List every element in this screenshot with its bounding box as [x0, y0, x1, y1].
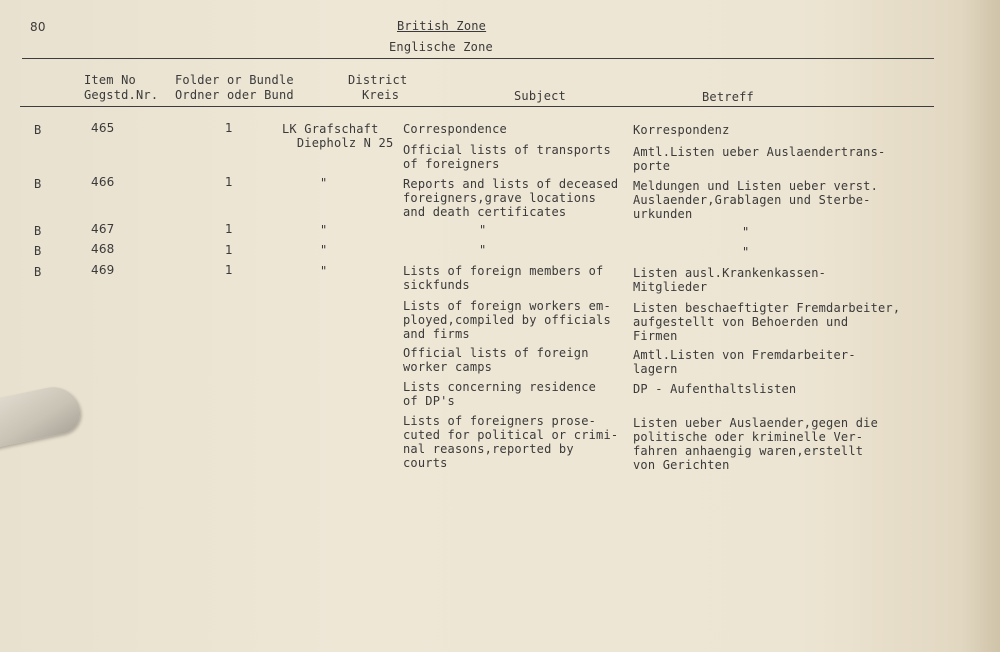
row-item-number: 468	[91, 242, 115, 256]
betreff-entry: Meldungen und Listen ueber verst. Auslaender,Grablagen und Sterbe- urkunden	[633, 179, 879, 221]
betreff-entry: DP - Aufenthaltslisten	[633, 382, 797, 396]
row-item-number: 467	[91, 222, 115, 236]
subject-entry: Lists of foreign members of sickfunds	[403, 264, 604, 292]
paper-clip	[0, 382, 84, 450]
page-number: 80	[30, 20, 46, 34]
subject-entry: Lists of foreigners prose- cuted for political or crimi- nal reasons,reported by courts	[403, 414, 619, 470]
row-folder-count: 1	[225, 175, 233, 189]
row-district: "	[320, 223, 328, 237]
betreff-entry: "	[742, 245, 750, 259]
subject-entry: Correspondence	[403, 122, 507, 136]
zone-subtitle: Englische Zone	[389, 40, 493, 54]
subject-entry: Reports and lists of deceased foreigners,grave locations and death certificates	[403, 177, 619, 219]
col-folder-en: Folder or Bundle	[175, 73, 294, 87]
row-letter: B	[34, 265, 42, 279]
row-letter: B	[34, 177, 42, 191]
col-folder-de: Ordner oder Bund	[175, 88, 294, 102]
row-folder-count: 1	[225, 243, 233, 257]
col-district-en: District	[348, 73, 408, 87]
row-folder-count: 1	[225, 222, 233, 236]
betreff-entry: Listen ueber Auslaender,gegen die politische oder kriminelle Ver- fahren anhaengig waren,erstellt von Gerichten	[633, 416, 879, 472]
subject-entry: Official lists of transports of foreigners	[403, 143, 611, 171]
subject-entry: Official lists of foreign worker camps	[403, 346, 589, 374]
betreff-entry: Amtl.Listen ueber Auslaendertrans- porte	[633, 145, 886, 173]
row-item-number: 465	[91, 121, 115, 135]
row-district: "	[320, 243, 328, 257]
row-district: "	[320, 176, 328, 190]
betreff-entry: Listen ausl.Krankenkassen- Mitglieder	[633, 266, 827, 294]
row-letter: B	[34, 244, 42, 258]
betreff-entry: Amtl.Listen von Fremdarbeiter- lagern	[633, 348, 856, 376]
subject-entry: Lists of foreign workers em- ployed,compiled by officials and firms	[403, 299, 611, 341]
row-district: LK Grafschaft Diepholz N 25	[282, 122, 394, 150]
header-bottom-rule	[20, 106, 934, 107]
col-item-en: Item No	[84, 73, 136, 87]
row-letter: B	[34, 123, 42, 137]
row-folder-count: 1	[225, 121, 233, 135]
betreff-entry: "	[742, 225, 750, 239]
subject-entry: "	[479, 223, 487, 237]
row-item-number: 469	[91, 263, 115, 277]
row-item-number: 466	[91, 175, 115, 189]
col-subject: Subject	[514, 89, 566, 103]
betreff-entry: Korrespondenz	[633, 123, 730, 137]
header-top-rule	[22, 58, 934, 59]
col-district-de: Kreis	[362, 88, 400, 102]
subject-entry: Lists concerning residence of DP's	[403, 380, 597, 408]
col-betreff: Betreff	[702, 90, 754, 104]
col-item-de: Gegstd.Nr.	[84, 88, 159, 102]
betreff-entry: Listen beschaeftigter Fremdarbeiter, aufgestellt von Behoerden und Firmen	[633, 301, 901, 343]
row-letter: B	[34, 224, 42, 238]
zone-title: British Zone	[397, 19, 487, 33]
row-folder-count: 1	[225, 263, 233, 277]
subject-entry: "	[479, 243, 487, 257]
row-district: "	[320, 264, 328, 278]
